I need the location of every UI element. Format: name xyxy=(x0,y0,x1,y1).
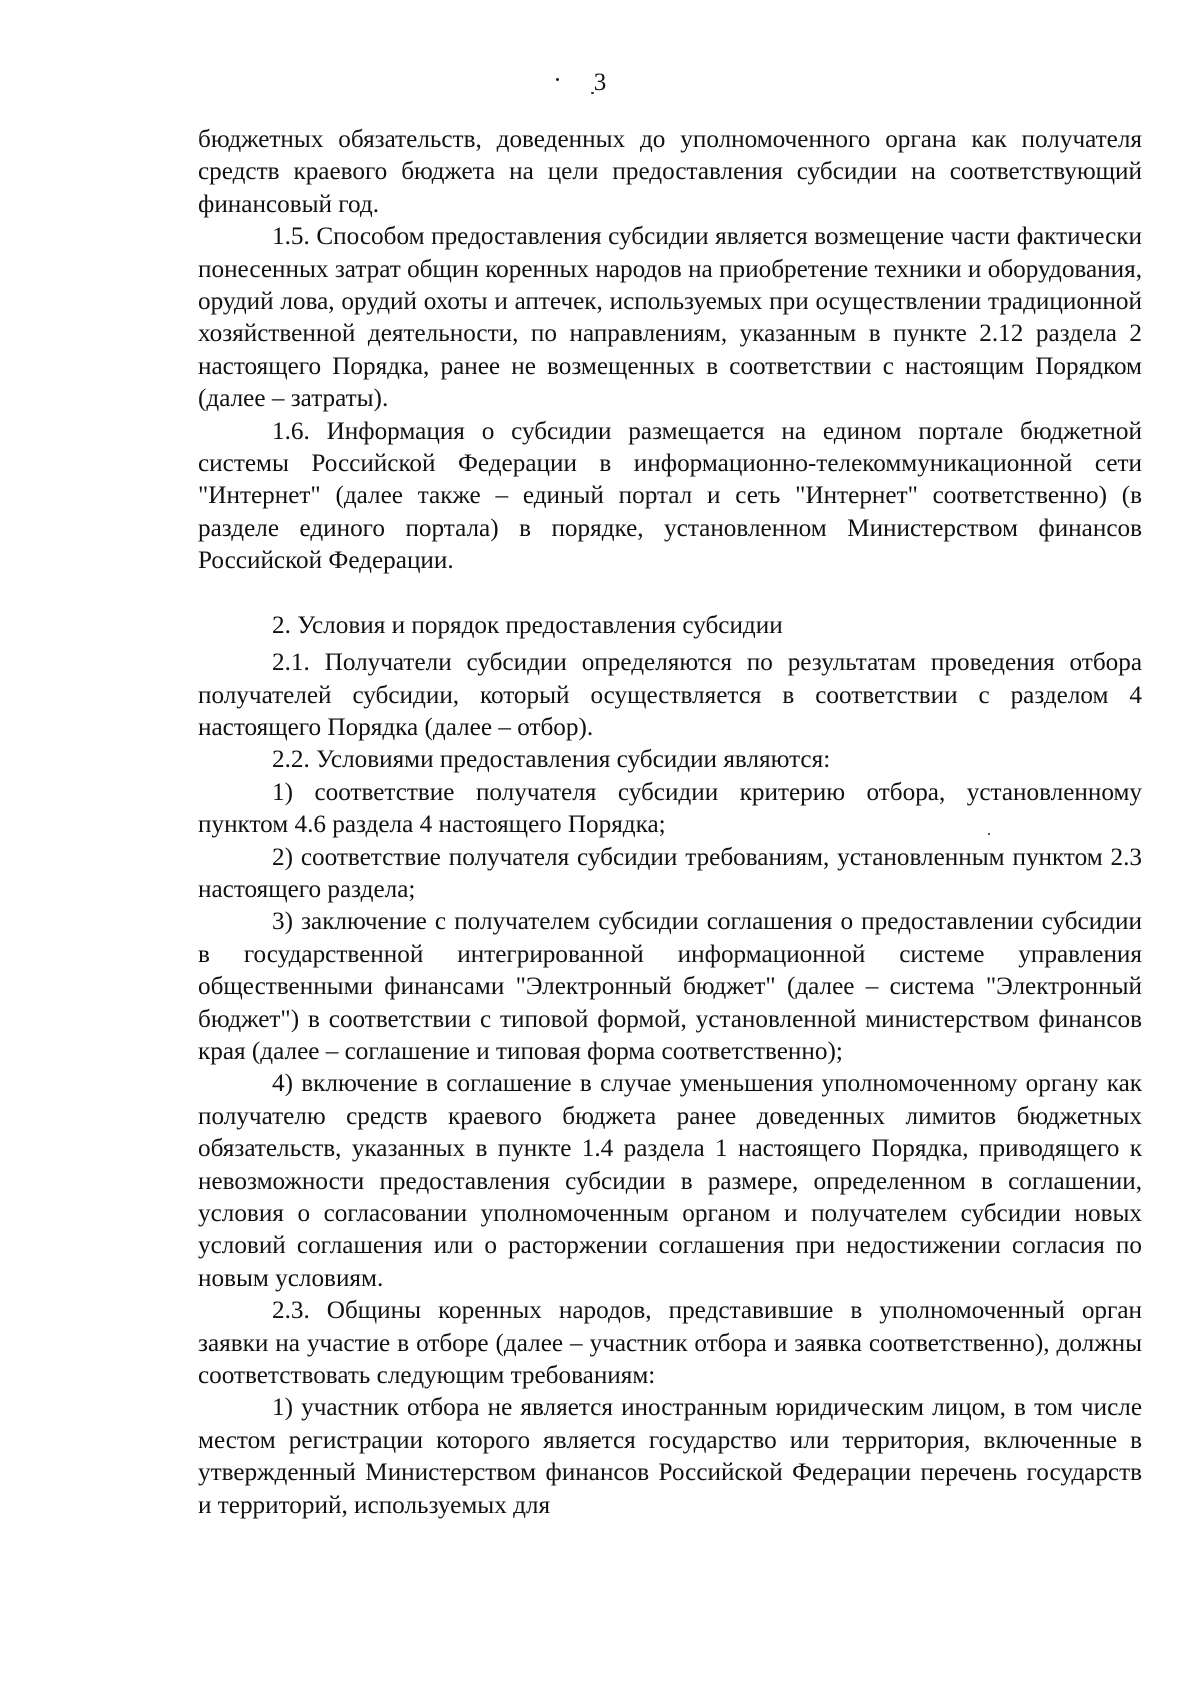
paragraph: 2.2. Условиями предоставления субсидии являются: xyxy=(272,746,831,774)
list-item: 2) соответствие получателя субсидии требованиям, установленным пунктом 2.3 настоящего раздела; xyxy=(198,843,1142,903)
scan-speck xyxy=(556,78,559,81)
scan-speck xyxy=(591,92,594,94)
page-number: 3 xyxy=(593,69,607,96)
section-heading: 2. Условия и порядок предоставления субсидии xyxy=(272,611,783,639)
paragraph: бюджетных обязательств, доведенных до уполномоченного органа как получателя средств краевого бюджета на цели предоставления субсидии на соответствующий финансовый год. xyxy=(198,126,1142,218)
document-body xyxy=(198,124,1142,1522)
paragraph: 2.1. Получатели субсидии определяются по результатам проведения отбора получателей субсидии, который осуществляется в соответствии с разделом 4 настоящего Порядка (далее – отбор). xyxy=(198,649,1142,741)
list-item: 3) заключение с получателем субсидии соглашения о предоставлении субсидии в государственной интегрированной информационной системе управления общественными финансами "Электронный бюджет" (далее – система "Электронный бюджет") в соответствии с типовой формой, установленной министерством финансов края (далее – соглашение и типовая форма соответственно); xyxy=(198,908,1142,1065)
paragraph: 2.3. Общины коренных народов, представившие в уполномоченный орган заявки на участие в отборе (далее – участник отбора и заявка соответственно), должны соответствовать следующим требованиям: xyxy=(198,1297,1142,1390)
paragraph: 1.5. Способом предоставления субсидии является возмещение части фактически понесенных затрат общин коренных народов на приобретение техники и оборудования, орудий лова, орудий охоты и аптечек, используемых при осуществлении традиционной хозяйственной деятельности, по направлениям, указанным в пункте 2.12 раздела 2 настоящего Порядка, ранее не возмещенных в соответствии с настоящим Порядком (далее – затраты). xyxy=(198,223,1142,413)
list-item: 4) включение в соглашение в случае уменьшения уполномоченному органу как получателю средств краевого бюджета ранее доведенных лимитов бюджетных обязательств, указанных в пункте 1.4 раздела 1 настоящего Порядка, приводящего к невозможности предоставления субсидии в размере, определенном в соглашении, условия о согласовании уполномоченным органом и получателем субсидии новых условий соглашения или о расторжении соглашения при недостижении согласия по новым условиям. xyxy=(198,1070,1142,1292)
list-item: 1) соответствие получателя субсидии критерию отбора, установленному пунктом 4.6 раздела 4 настоящего Порядка; xyxy=(198,778,1142,839)
list-item: 1) участник отбора не является иностранным юридическим лицом, в том числе местом регистрации которого является государство или территория, включенные в утвержденный Министерством финансов Российской Федерации перечень государств и территорий, используемых для xyxy=(198,1394,1142,1519)
paragraph: 1.6. Информация о субсидии размещается на едином портале бюджетной системы Российской Федерации в информационно-телекоммуникационной сети "Интернет" (далее также – единый портал и сеть "Интернет" соответственно) (в разделе единого портала) в порядке, установленном Министерством финансов Российской Федерации. xyxy=(198,417,1142,575)
